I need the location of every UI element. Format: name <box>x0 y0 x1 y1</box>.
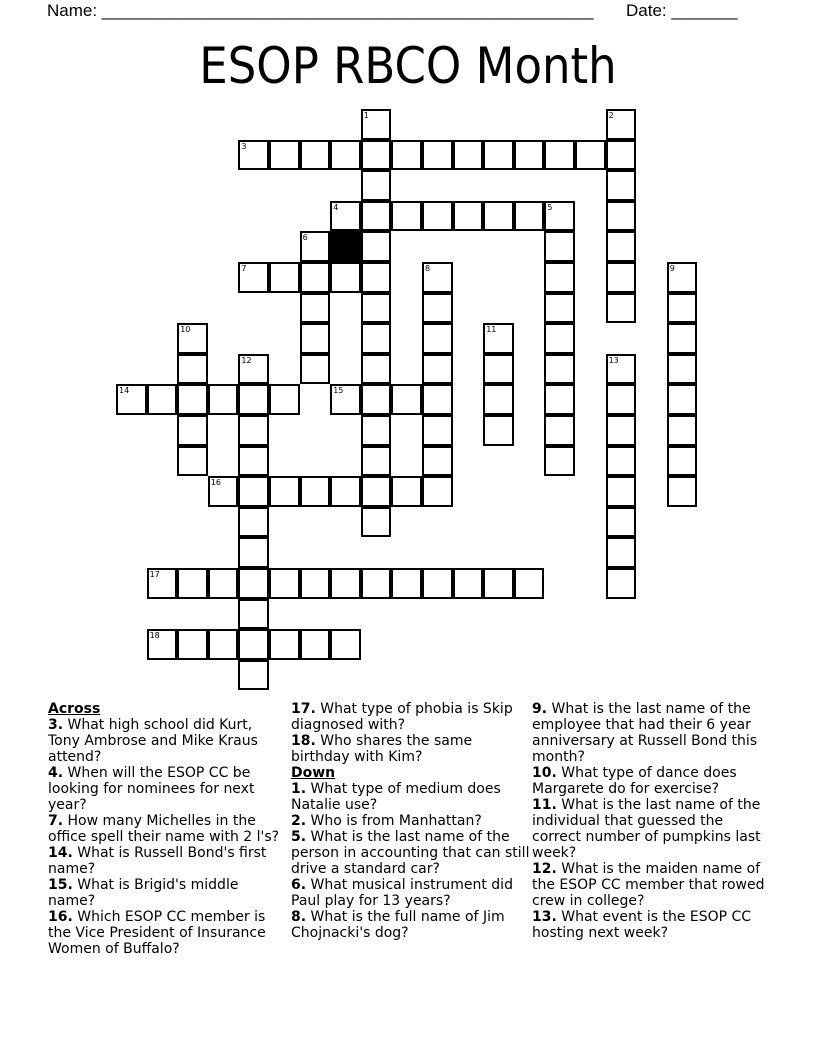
grid-cell[interactable] <box>238 354 269 385</box>
grid-cell[interactable] <box>544 446 575 477</box>
grid-cell[interactable] <box>116 384 147 415</box>
grid-cell[interactable] <box>269 384 300 415</box>
grid-cell[interactable] <box>391 476 422 507</box>
grid-cell[interactable] <box>269 140 300 171</box>
clue-down-1: 1. What type of medium does Natalie use? <box>291 781 501 813</box>
clue-down-11: 11. What is the last name of the individual that guessed the correct number of pumpkins last week? <box>532 797 761 861</box>
grid-cell[interactable] <box>483 323 514 354</box>
clue-down-5: 5. What is the last name of the person in accounting that can still drive a standard car? <box>291 829 530 877</box>
grid-cell[interactable] <box>208 629 239 660</box>
grid-cell[interactable] <box>177 629 208 660</box>
name-field[interactable]: Name: ____________________________________________________ <box>47 1 594 20</box>
grid-cell[interactable] <box>361 140 392 171</box>
grid-cell[interactable] <box>667 446 698 477</box>
grid-cell[interactable] <box>483 140 514 171</box>
grid-cell[interactable] <box>300 629 331 660</box>
grid-cell[interactable] <box>330 201 361 232</box>
grid-cell[interactable] <box>667 415 698 446</box>
grid-cell[interactable] <box>514 568 545 599</box>
grid-cell[interactable] <box>483 415 514 446</box>
grid-cell[interactable] <box>361 507 392 538</box>
grid-cell[interactable] <box>606 231 637 262</box>
cell-number: 5 <box>547 202 553 212</box>
grid-cell[interactable] <box>361 170 392 201</box>
grid-cell[interactable] <box>208 568 239 599</box>
grid-cell[interactable] <box>667 323 698 354</box>
grid-cell[interactable] <box>300 262 331 293</box>
grid-cell[interactable] <box>391 568 422 599</box>
grid-cell[interactable] <box>606 446 637 477</box>
grid-cell[interactable] <box>544 323 575 354</box>
cell-number: 8 <box>425 264 431 273</box>
clue-across-18: 18. Who shares the same birthday with Kim? <box>291 733 473 765</box>
grid-cell[interactable] <box>606 354 637 385</box>
grid-cell[interactable] <box>514 140 545 171</box>
grid-cell[interactable] <box>300 323 331 354</box>
grid-cell[interactable] <box>208 476 239 507</box>
grid-cell[interactable] <box>483 201 514 232</box>
grid-cell[interactable] <box>483 568 514 599</box>
cell-number: 7 <box>241 264 247 273</box>
grid-cell[interactable] <box>177 384 208 415</box>
cell-number: 1 <box>363 111 369 120</box>
cell-number: 2 <box>608 111 614 120</box>
clue-across-7: 7. How many Michelles in the office spell their name with 2 l's? <box>48 813 280 845</box>
clue-across-17: 17. What type of phobia is Skip diagnosed with? <box>291 701 513 733</box>
grid-cell[interactable] <box>238 262 269 293</box>
grid-cell[interactable] <box>422 201 453 232</box>
clue-across-3: 3. What high school did Kurt, Tony Ambrose and Mike Kraus attend? <box>48 717 258 765</box>
grid-cell[interactable] <box>269 262 300 293</box>
grid-cell[interactable] <box>422 446 453 477</box>
grid-cell[interactable] <box>177 415 208 446</box>
grid-cell[interactable] <box>330 568 361 599</box>
grid-cell[interactable] <box>667 384 698 415</box>
grid-cell[interactable] <box>606 262 637 293</box>
grid-cell[interactable] <box>147 568 178 599</box>
grid-cell[interactable] <box>606 293 637 324</box>
clue-down-12: 12. What is the maiden name of the ESOP CC member that rowed crew in college? <box>532 861 765 909</box>
grid-cell[interactable] <box>544 140 575 171</box>
grid-cell[interactable] <box>422 384 453 415</box>
clue-down-2: 2. Who is from Manhattan? <box>291 813 482 829</box>
date-field[interactable]: Date: _______ <box>626 1 738 20</box>
grid-cell[interactable] <box>361 354 392 385</box>
grid-cell[interactable] <box>544 201 575 232</box>
grid-cell[interactable] <box>453 201 484 232</box>
grid-cell[interactable] <box>422 568 453 599</box>
grid-cell[interactable] <box>300 231 331 262</box>
clue-down-9: 9. What is the last name of the employee that had their 6 year anniversary at Russell Bond this month? <box>532 701 758 765</box>
cell-number: 15 <box>333 386 344 396</box>
grid-cell[interactable] <box>147 629 178 660</box>
across-heading: Across <box>48 701 101 717</box>
grid-cell[interactable] <box>361 293 392 324</box>
clue-across-16: 16. Which ESOP CC member is the Vice President of Insurance Women of Buffalo? <box>48 909 266 957</box>
cell-number: 12 <box>241 355 252 365</box>
grid-cell[interactable] <box>330 140 361 171</box>
grid-cell[interactable] <box>453 568 484 599</box>
cell-number: 16 <box>210 478 221 488</box>
grid-cell[interactable] <box>238 415 269 446</box>
grid-cell[interactable] <box>544 415 575 446</box>
clue-across-14: 14. What is Russell Bond's first name? <box>48 845 267 877</box>
grid-cell[interactable] <box>422 354 453 385</box>
grid-cell[interactable] <box>330 384 361 415</box>
grid-cell[interactable] <box>606 415 637 446</box>
grid-cell[interactable] <box>422 293 453 324</box>
grid-cell[interactable] <box>238 660 269 691</box>
clue-down-8: 8. What is the full name of Jim Chojnacki's dog? <box>291 909 505 941</box>
grid-cell[interactable] <box>238 507 269 538</box>
grid-cell[interactable] <box>177 354 208 385</box>
grid-cell[interactable] <box>422 323 453 354</box>
cell-number: 9 <box>669 264 675 273</box>
grid-cell[interactable] <box>238 599 269 630</box>
down-heading: Down <box>291 765 336 781</box>
page-title: ESOP RBCO Month <box>199 37 617 95</box>
grid-cell[interactable] <box>422 476 453 507</box>
cell-number: 17 <box>149 570 160 579</box>
grid-cell[interactable] <box>391 201 422 232</box>
grid-cell[interactable] <box>361 231 392 262</box>
grid-cell[interactable] <box>177 446 208 477</box>
grid-cell[interactable] <box>238 446 269 477</box>
grid-cell[interactable] <box>391 384 422 415</box>
grid-cell[interactable] <box>361 568 392 599</box>
grid-cell[interactable] <box>361 262 392 293</box>
grid-cell[interactable] <box>238 568 269 599</box>
grid-cell[interactable] <box>300 140 331 171</box>
grid-cell[interactable] <box>361 384 392 415</box>
grid-cell[interactable] <box>330 262 361 293</box>
clue-across-4: 4. When will the ESOP CC be looking for nominees for next year? <box>48 765 255 813</box>
grid-cell[interactable] <box>667 262 698 293</box>
grid-cell[interactable] <box>238 537 269 568</box>
grid-cell[interactable] <box>667 293 698 324</box>
clue-down-13: 13. What event is the ESOP CC hosting next week? <box>532 909 752 941</box>
grid-cell[interactable] <box>361 415 392 446</box>
clue-across-15: 15. What is Brigid's middle name? <box>48 877 239 909</box>
clues-column-1 <box>48 701 288 957</box>
grid-cell[interactable] <box>300 476 331 507</box>
grid-cell[interactable] <box>238 629 269 660</box>
grid-cell[interactable] <box>238 384 269 415</box>
cell-number: 14 <box>119 386 130 396</box>
grid-cell[interactable] <box>177 568 208 599</box>
grid-cell[interactable] <box>422 262 453 293</box>
grid-cell[interactable] <box>606 476 637 507</box>
grid-cell[interactable] <box>606 568 637 599</box>
grid-cell[interactable] <box>361 323 392 354</box>
cell-number: 18 <box>149 631 160 641</box>
grid-cell[interactable] <box>606 507 637 538</box>
grid-cell[interactable] <box>361 109 392 140</box>
grid-cell[interactable] <box>544 293 575 324</box>
grid-cell[interactable] <box>147 384 178 415</box>
grid-cell[interactable] <box>422 140 453 171</box>
grid-cell[interactable] <box>483 354 514 385</box>
clues-column-2 <box>291 701 531 941</box>
grid-cell[interactable] <box>606 201 637 232</box>
grid-cell[interactable] <box>238 140 269 171</box>
clue-down-10: 10. What type of dance does Margarete do for exercise? <box>532 765 737 797</box>
grid-cell[interactable] <box>544 262 575 293</box>
grid-cell[interactable] <box>361 476 392 507</box>
grid-cell[interactable] <box>544 354 575 385</box>
grid-cell[interactable] <box>391 140 422 171</box>
cell-number: 3 <box>241 141 247 151</box>
clue-down-6: 6. What musical instrument did Paul play for 13 years? <box>291 877 513 909</box>
cell-number: 10 <box>180 325 191 335</box>
grid-cell[interactable] <box>606 537 637 568</box>
grid-cell[interactable] <box>606 109 637 140</box>
grid-cell[interactable] <box>208 384 239 415</box>
grid-cell[interactable] <box>575 140 606 171</box>
grid-cell[interactable] <box>361 201 392 232</box>
grid-cell[interactable] <box>269 476 300 507</box>
grid-cell[interactable] <box>544 384 575 415</box>
grid-cell[interactable] <box>483 384 514 415</box>
cell-number: 13 <box>608 355 619 365</box>
grid-cell[interactable] <box>269 629 300 660</box>
grid-cell[interactable] <box>667 354 698 385</box>
grid-cell[interactable] <box>330 629 361 660</box>
grid-cell[interactable] <box>606 170 637 201</box>
grid-cell[interactable] <box>606 384 637 415</box>
grid-cell[interactable] <box>177 323 208 354</box>
cell-number: 11 <box>486 325 497 335</box>
grid-cell[interactable] <box>300 568 331 599</box>
grid-cell[interactable] <box>238 476 269 507</box>
grid-cell[interactable] <box>514 201 545 232</box>
cell-number: 4 <box>333 202 339 212</box>
grid-cell[interactable] <box>453 140 484 171</box>
grid-cell[interactable] <box>667 476 698 507</box>
grid-cell[interactable] <box>422 415 453 446</box>
grid-cell[interactable] <box>606 140 637 171</box>
grid-cell[interactable] <box>330 476 361 507</box>
grid-cell[interactable] <box>300 354 331 385</box>
black-cell <box>330 231 361 262</box>
grid-cell[interactable] <box>269 568 300 599</box>
grid-cell[interactable] <box>544 231 575 262</box>
grid-cell[interactable] <box>300 293 331 324</box>
clues-column-3 <box>532 701 772 941</box>
grid-cell[interactable] <box>361 446 392 477</box>
cell-number: 6 <box>302 233 308 243</box>
